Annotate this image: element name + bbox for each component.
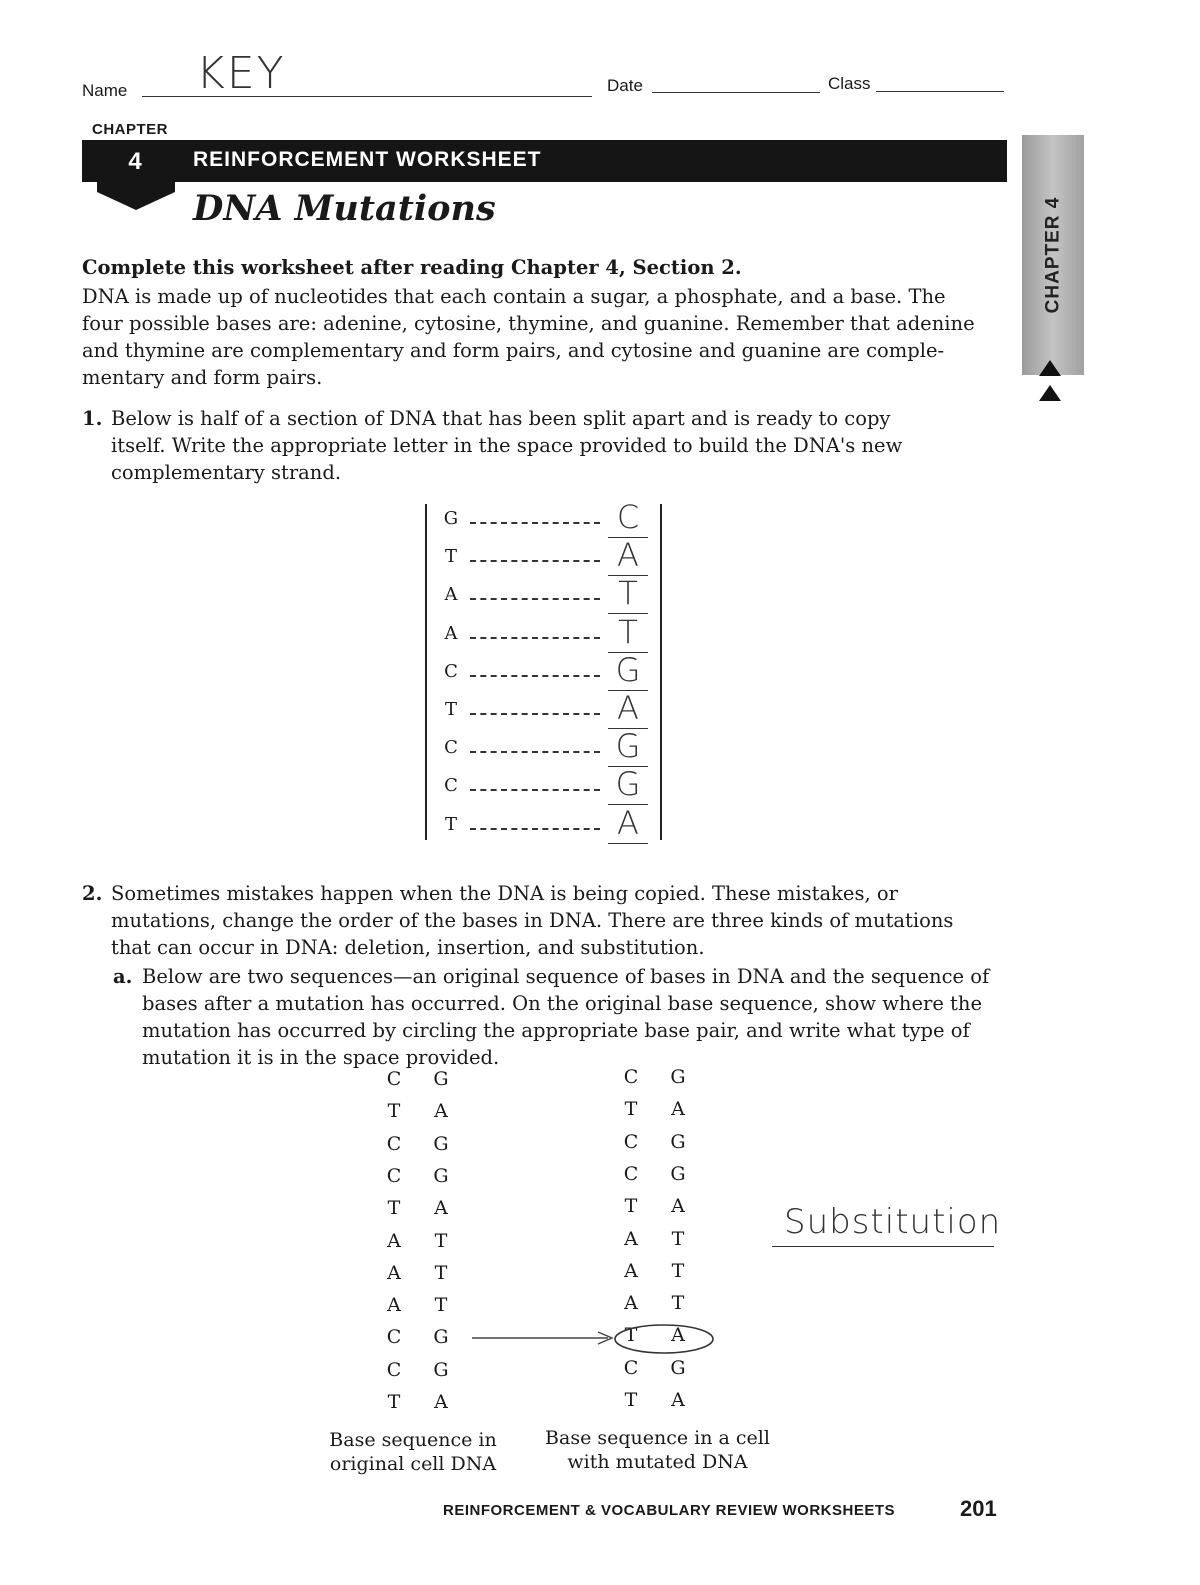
- original-base: C: [386, 1358, 402, 1381]
- mutated-base: A: [624, 1259, 638, 1282]
- part-a-line: Below are two sequences—an original sequence of bases in DNA and the sequence of: [142, 965, 990, 988]
- strand-base: T: [444, 546, 457, 568]
- complement-answer: A: [617, 689, 639, 727]
- complement-answer: G: [615, 765, 641, 804]
- complement-answer: T: [618, 574, 638, 613]
- base-pair-dash: [470, 751, 600, 753]
- original-base: A: [434, 1391, 448, 1413]
- chapter-label: CHAPTER: [92, 121, 169, 138]
- mutated-base: A: [671, 1389, 685, 1411]
- mutated-base: T: [624, 1098, 638, 1121]
- original-base: G: [433, 1164, 449, 1187]
- mutated-caption-line: Base sequence in a cell: [545, 1427, 770, 1449]
- part-a-line: mutation it is in the space provided.: [142, 1046, 500, 1069]
- mutated-base: A: [624, 1292, 638, 1315]
- mutated-base: C: [623, 1130, 639, 1153]
- triangle-icon: [1039, 385, 1061, 401]
- original-base: G: [433, 1068, 449, 1090]
- question-2-line: that can occur in DNA: deletion, insertion, and substitution.: [111, 936, 705, 959]
- mutated-base: A: [624, 1227, 638, 1250]
- triangle-icon: [1039, 360, 1061, 376]
- complement-answer: C: [616, 498, 640, 536]
- strand-base: T: [444, 699, 457, 720]
- original-base: A: [434, 1100, 448, 1123]
- mutated-base: T: [624, 1324, 638, 1347]
- mutated-base: G: [670, 1066, 686, 1088]
- part-a-line: bases after a mutation has occurred. On the original base sequence, show where the: [142, 992, 982, 1015]
- mutated-base: A: [671, 1098, 685, 1121]
- chapter-number: 4: [128, 148, 142, 175]
- strand-base: C: [444, 737, 458, 759]
- base-pair-dash: [470, 598, 600, 600]
- complement-answer: A: [617, 803, 639, 842]
- original-base: C: [386, 1132, 402, 1155]
- question-1-text: [111, 405, 902, 486]
- mutated-caption: [530, 1426, 785, 1474]
- question-2-text: [111, 880, 953, 961]
- base-pair-dash: [470, 789, 600, 791]
- intro-line: four possible bases are: adenine, cytosine, thymine, and guanine. Remember that adenine: [82, 312, 975, 335]
- question-2-line: mutations, change the order of the bases in DNA. There are three kinds of mutations: [111, 909, 954, 932]
- original-caption-line: original cell DNA: [329, 1453, 497, 1475]
- original-base: A: [387, 1229, 401, 1252]
- original-base: A: [434, 1197, 448, 1220]
- side-tab-label: CHAPTER 4: [1042, 196, 1063, 314]
- mutated-caption-line: with mutated DNA: [567, 1451, 748, 1473]
- part-a-label: a.: [113, 965, 133, 988]
- original-base: T: [434, 1261, 448, 1284]
- intro-paragraph: [82, 283, 975, 391]
- original-base: G: [433, 1326, 449, 1349]
- mutated-base: G: [670, 1356, 686, 1379]
- mutated-base: A: [671, 1195, 685, 1218]
- class-field[interactable]: [876, 91, 1004, 92]
- base-pair-dash: [470, 713, 600, 715]
- intro-line: DNA is made up of nucleotides that each contain a sugar, a phosphate, and a base. The: [82, 285, 946, 308]
- base-pair-dash: [470, 637, 600, 639]
- original-base: G: [433, 1132, 449, 1155]
- question-1-line: complementary strand.: [111, 461, 342, 484]
- base-pair-dash: [470, 828, 600, 830]
- original-caption: [318, 1428, 508, 1476]
- mutated-base: T: [671, 1292, 685, 1315]
- strand-base: T: [444, 813, 457, 835]
- original-base: G: [433, 1358, 449, 1381]
- dna-backbone-left: [425, 504, 427, 840]
- original-base: T: [387, 1391, 401, 1413]
- mutated-base: T: [671, 1227, 685, 1250]
- part-a-line: mutation has occurred by circling the appropriate base pair, and write what type of: [142, 1019, 970, 1042]
- strand-base: A: [444, 584, 458, 606]
- question-2-line: Sometimes mistakes happen when the DNA is being copied. These mistakes, or: [111, 882, 898, 905]
- mutated-base: A: [671, 1324, 685, 1347]
- question-1-line: itself. Write the appropriate letter in the space provided to build the DNA's new: [111, 434, 903, 457]
- mutated-base: G: [670, 1130, 686, 1153]
- base-pair-dash: [470, 522, 600, 524]
- base-pair-dash: [470, 560, 600, 562]
- original-base: A: [387, 1294, 401, 1317]
- strand-base: C: [444, 660, 458, 682]
- strand-base: C: [444, 775, 458, 797]
- mutated-base: T: [624, 1389, 638, 1411]
- original-base: T: [387, 1197, 401, 1220]
- question-1-number: 1.: [82, 407, 103, 430]
- complement-answer: G: [615, 727, 641, 766]
- mutated-base: C: [623, 1066, 639, 1088]
- complement-answer: A: [617, 536, 639, 575]
- mutation-circle: [612, 1322, 716, 1356]
- mutated-base: G: [670, 1162, 686, 1185]
- intro-line: mentary and form pairs.: [82, 366, 323, 389]
- page-number: 201: [960, 1496, 997, 1521]
- original-base: A: [387, 1261, 401, 1284]
- date-label: Date: [607, 76, 643, 95]
- answer-blank[interactable]: [608, 843, 648, 844]
- original-base: T: [387, 1100, 401, 1123]
- instruction: Complete this worksheet after reading Chapter 4, Section 2.: [82, 256, 742, 279]
- base-pair-dash: [470, 675, 600, 677]
- date-field[interactable]: [652, 92, 820, 93]
- original-base: T: [434, 1229, 448, 1252]
- mutated-base: C: [623, 1162, 639, 1185]
- original-base: T: [434, 1294, 448, 1317]
- name-label: Name: [82, 81, 128, 100]
- question-1-line: Below is half of a section of DNA that has been split apart and is ready to copy: [111, 407, 891, 430]
- dna-backbone-right: [660, 504, 662, 840]
- mutated-base: T: [624, 1195, 638, 1218]
- original-caption-line: Base sequence in: [329, 1429, 497, 1451]
- mutated-base: C: [623, 1356, 639, 1379]
- name-value: KEY: [196, 48, 286, 99]
- intro-line: and thymine are complementary and form pairs, and cytosine and guanine are comple-: [82, 339, 945, 362]
- worksheet-title: DNA Mutations: [193, 188, 496, 229]
- complement-answer: T: [618, 612, 638, 651]
- footer-text: REINFORCEMENT & VOCABULARY REVIEW WORKSHEETS: [443, 1502, 896, 1519]
- strand-base: A: [444, 622, 458, 644]
- mutated-base: T: [671, 1259, 685, 1282]
- complement-answer: G: [615, 650, 641, 689]
- strand-base: G: [443, 508, 459, 529]
- original-base: C: [386, 1068, 402, 1090]
- answer-line[interactable]: [772, 1246, 994, 1247]
- original-base: C: [386, 1326, 402, 1349]
- mutation-type-answer: Substitution: [784, 1202, 1002, 1242]
- original-base: C: [386, 1164, 402, 1187]
- part-a-text: [142, 963, 989, 1071]
- class-label: Class: [828, 74, 871, 93]
- question-2-number: 2.: [82, 882, 103, 905]
- banner-title: REINFORCEMENT WORKSHEET: [193, 148, 542, 171]
